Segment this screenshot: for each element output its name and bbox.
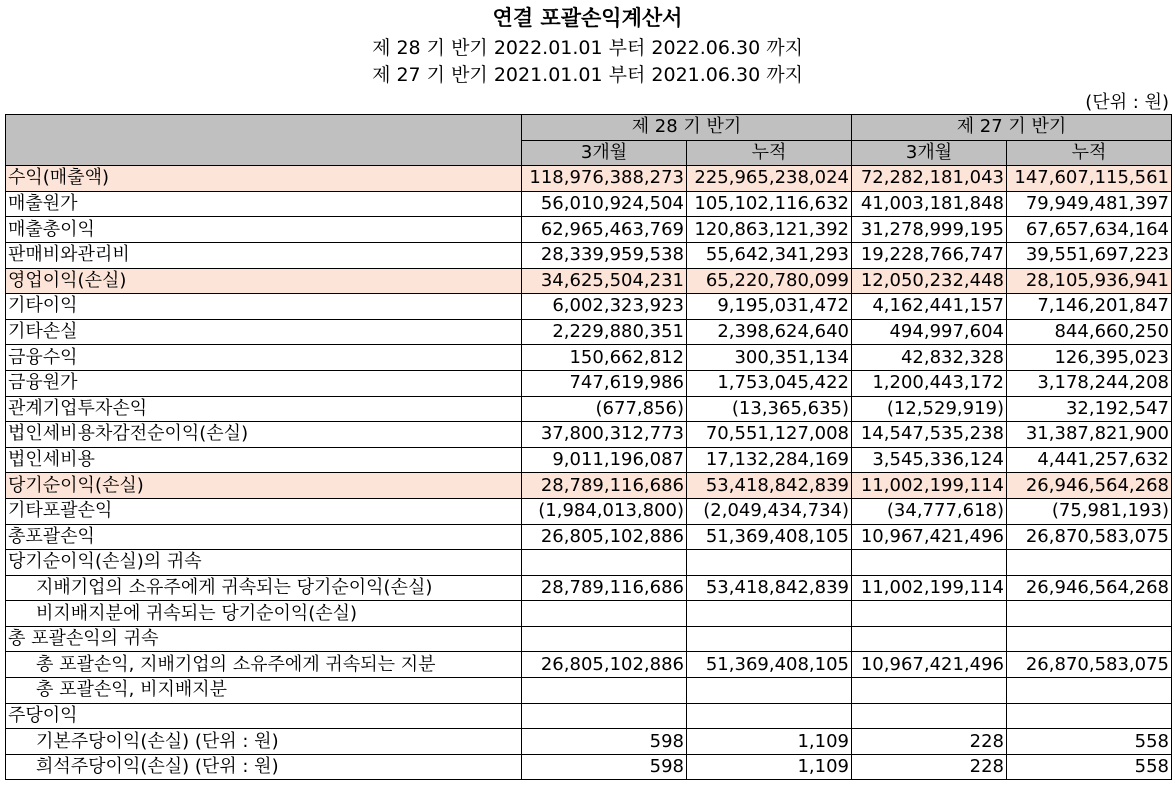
- value-cell: 105,102,116,632: [687, 191, 852, 217]
- value-cell: 79,949,481,397: [1007, 191, 1172, 217]
- value-cell: 41,003,181,848: [852, 191, 1007, 217]
- header-blank: [6, 115, 522, 166]
- value-cell: 62,965,463,769: [522, 217, 687, 243]
- value-cell: 11,002,199,114: [852, 473, 1007, 499]
- value-cell: (13,365,635): [687, 396, 852, 422]
- value-cell: 844,660,250: [1007, 319, 1172, 345]
- table-row: [6, 754, 1172, 780]
- value-cell: 53,418,842,839: [687, 473, 852, 499]
- period-current: 제 28 기 반기 2022.01.01 부터 2022.06.30 까지: [372, 37, 803, 59]
- row-label: 기본주당이익(손실) (단위 : 원): [6, 729, 522, 755]
- value-cell: 32,192,547: [1007, 396, 1172, 422]
- table-row: [6, 678, 1172, 704]
- value-cell: 28,105,936,941: [1007, 268, 1172, 294]
- value-cell: [522, 678, 687, 704]
- value-cell: [687, 626, 852, 652]
- value-cell: 6,002,323,923: [522, 294, 687, 320]
- value-cell: (677,856): [522, 396, 687, 422]
- row-label: 매출총이익: [6, 217, 522, 243]
- header-28-3month: 3개월: [522, 140, 687, 166]
- value-cell: [852, 678, 1007, 704]
- value-cell: 10,967,421,496: [852, 524, 1007, 550]
- value-cell: 598: [522, 729, 687, 755]
- value-cell: 72,282,181,043: [852, 166, 1007, 192]
- value-cell: 42,832,328: [852, 345, 1007, 371]
- row-label: 총 포괄손익, 지배기업의 소유주에게 귀속되는 지분: [6, 652, 522, 678]
- row-label: 기타이익: [6, 294, 522, 320]
- value-cell: 2,398,624,640: [687, 319, 852, 345]
- value-cell: 55,642,341,293: [687, 242, 852, 268]
- statement-title: 연결 포괄손익계산서: [492, 6, 683, 30]
- value-cell: 51,369,408,105: [687, 524, 852, 550]
- value-cell: 225,965,238,024: [687, 166, 852, 192]
- header-period-28: 제 28 기 반기: [522, 115, 852, 141]
- value-cell: 126,395,023: [1007, 345, 1172, 371]
- value-cell: 28,789,116,686: [522, 473, 687, 499]
- value-cell: [687, 550, 852, 576]
- header-period-27: 제 27 기 반기: [852, 115, 1172, 141]
- row-label: 수익(매출액): [6, 166, 522, 192]
- table-row: [6, 524, 1172, 550]
- row-label: 영업이익(손실): [6, 268, 522, 294]
- value-cell: 228: [852, 729, 1007, 755]
- table-row: [6, 498, 1172, 524]
- table-row: [6, 242, 1172, 268]
- table-row: [6, 601, 1172, 627]
- value-cell: 26,870,583,075: [1007, 652, 1172, 678]
- value-cell: (1,984,013,800): [522, 498, 687, 524]
- value-cell: 4,441,257,632: [1007, 447, 1172, 473]
- value-cell: [852, 601, 1007, 627]
- row-label: 당기순이익(손실): [6, 473, 522, 499]
- row-label: 희석주당이익(손실) (단위 : 원): [6, 754, 522, 780]
- value-cell: 26,946,564,268: [1007, 473, 1172, 499]
- table-row: [6, 703, 1172, 729]
- row-label: 법인세비용: [6, 447, 522, 473]
- value-cell: [522, 703, 687, 729]
- value-cell: [1007, 703, 1172, 729]
- value-cell: 7,146,201,847: [1007, 294, 1172, 320]
- value-cell: 51,369,408,105: [687, 652, 852, 678]
- row-label: 금융원가: [6, 370, 522, 396]
- value-cell: (75,981,193): [1007, 498, 1172, 524]
- value-cell: 53,418,842,839: [687, 575, 852, 601]
- value-cell: [687, 601, 852, 627]
- row-label: 매출원가: [6, 191, 522, 217]
- table-row: [6, 729, 1172, 755]
- table-row: [6, 575, 1172, 601]
- value-cell: 3,545,336,124: [852, 447, 1007, 473]
- value-cell: [1007, 550, 1172, 576]
- value-cell: [1007, 626, 1172, 652]
- value-cell: 26,870,583,075: [1007, 524, 1172, 550]
- value-cell: [522, 601, 687, 627]
- value-cell: 558: [1007, 754, 1172, 780]
- value-cell: 2,229,880,351: [522, 319, 687, 345]
- value-cell: 598: [522, 754, 687, 780]
- value-cell: 12,050,232,448: [852, 268, 1007, 294]
- table-row: [6, 217, 1172, 243]
- value-cell: 150,662,812: [522, 345, 687, 371]
- value-cell: 118,976,388,273: [522, 166, 687, 192]
- value-cell: [522, 550, 687, 576]
- row-label: 지배기업의 소유주에게 귀속되는 당기순이익(손실): [6, 575, 522, 601]
- value-cell: 1,753,045,422: [687, 370, 852, 396]
- table-row: [6, 473, 1172, 499]
- value-cell: [1007, 601, 1172, 627]
- value-cell: 747,619,986: [522, 370, 687, 396]
- value-cell: 9,011,196,087: [522, 447, 687, 473]
- value-cell: [852, 626, 1007, 652]
- value-cell: 19,228,766,747: [852, 242, 1007, 268]
- value-cell: [852, 703, 1007, 729]
- value-cell: 26,946,564,268: [1007, 575, 1172, 601]
- row-label: 당기순이익(손실)의 귀속: [6, 550, 522, 576]
- value-cell: 65,220,780,099: [687, 268, 852, 294]
- row-label: 판매비와관리비: [6, 242, 522, 268]
- row-label: 기타포괄손익: [6, 498, 522, 524]
- value-cell: [1007, 678, 1172, 704]
- header-28-cumulative: 누적: [687, 140, 852, 166]
- row-label: 주당이익: [6, 703, 522, 729]
- value-cell: 3,178,244,208: [1007, 370, 1172, 396]
- value-cell: 39,551,697,223: [1007, 242, 1172, 268]
- table-row: [6, 319, 1172, 345]
- period-prior: 제 27 기 반기 2021.01.01 부터 2021.06.30 까지: [372, 64, 803, 86]
- unit-label: (단위 : 원): [1085, 92, 1169, 113]
- value-cell: 31,278,999,195: [852, 217, 1007, 243]
- value-cell: 228: [852, 754, 1007, 780]
- value-cell: 14,547,535,238: [852, 422, 1007, 448]
- row-label: 법인세비용차감전순이익(손실): [6, 422, 522, 448]
- value-cell: 34,625,504,231: [522, 268, 687, 294]
- value-cell: 28,789,116,686: [522, 575, 687, 601]
- value-cell: 67,657,634,164: [1007, 217, 1172, 243]
- value-cell: (34,777,618): [852, 498, 1007, 524]
- value-cell: 56,010,924,504: [522, 191, 687, 217]
- value-cell: 26,805,102,886: [522, 652, 687, 678]
- table-row: [6, 422, 1172, 448]
- value-cell: 11,002,199,114: [852, 575, 1007, 601]
- row-label: 관계기업투자손익: [6, 396, 522, 422]
- value-cell: 558: [1007, 729, 1172, 755]
- table-row: [6, 447, 1172, 473]
- row-label: 총포괄손익: [6, 524, 522, 550]
- value-cell: [687, 703, 852, 729]
- value-cell: 120,863,121,392: [687, 217, 852, 243]
- header-27-cumulative: 누적: [1007, 140, 1172, 166]
- value-cell: (12,529,919): [852, 396, 1007, 422]
- income-statement-table: [5, 114, 1172, 780]
- value-cell: 494,997,604: [852, 319, 1007, 345]
- value-cell: (2,049,434,734): [687, 498, 852, 524]
- value-cell: [852, 550, 1007, 576]
- table-row: [6, 294, 1172, 320]
- table-row: [6, 345, 1172, 371]
- table-row: [6, 370, 1172, 396]
- table-row: [6, 166, 1172, 192]
- value-cell: 300,351,134: [687, 345, 852, 371]
- value-cell: 28,339,959,538: [522, 242, 687, 268]
- value-cell: 26,805,102,886: [522, 524, 687, 550]
- row-label: 금융수익: [6, 345, 522, 371]
- value-cell: 17,132,284,169: [687, 447, 852, 473]
- table-row: [6, 191, 1172, 217]
- value-cell: 31,387,821,900: [1007, 422, 1172, 448]
- table-row: [6, 550, 1172, 576]
- value-cell: [687, 678, 852, 704]
- value-cell: 1,200,443,172: [852, 370, 1007, 396]
- value-cell: 70,551,127,008: [687, 422, 852, 448]
- value-cell: 37,800,312,773: [522, 422, 687, 448]
- row-label: 총 포괄손익의 귀속: [6, 626, 522, 652]
- value-cell: 1,109: [687, 729, 852, 755]
- header-27-3month: 3개월: [852, 140, 1007, 166]
- row-label: 기타손실: [6, 319, 522, 345]
- table-row: [6, 652, 1172, 678]
- value-cell: 147,607,115,561: [1007, 166, 1172, 192]
- table-row: [6, 626, 1172, 652]
- value-cell: 9,195,031,472: [687, 294, 852, 320]
- value-cell: 4,162,441,157: [852, 294, 1007, 320]
- value-cell: 10,967,421,496: [852, 652, 1007, 678]
- table-row: [6, 268, 1172, 294]
- row-label: 비지배지분에 귀속되는 당기순이익(손실): [6, 601, 522, 627]
- table-row: [6, 396, 1172, 422]
- value-cell: [522, 626, 687, 652]
- row-label: 총 포괄손익, 비지배지분: [6, 678, 522, 704]
- value-cell: 1,109: [687, 754, 852, 780]
